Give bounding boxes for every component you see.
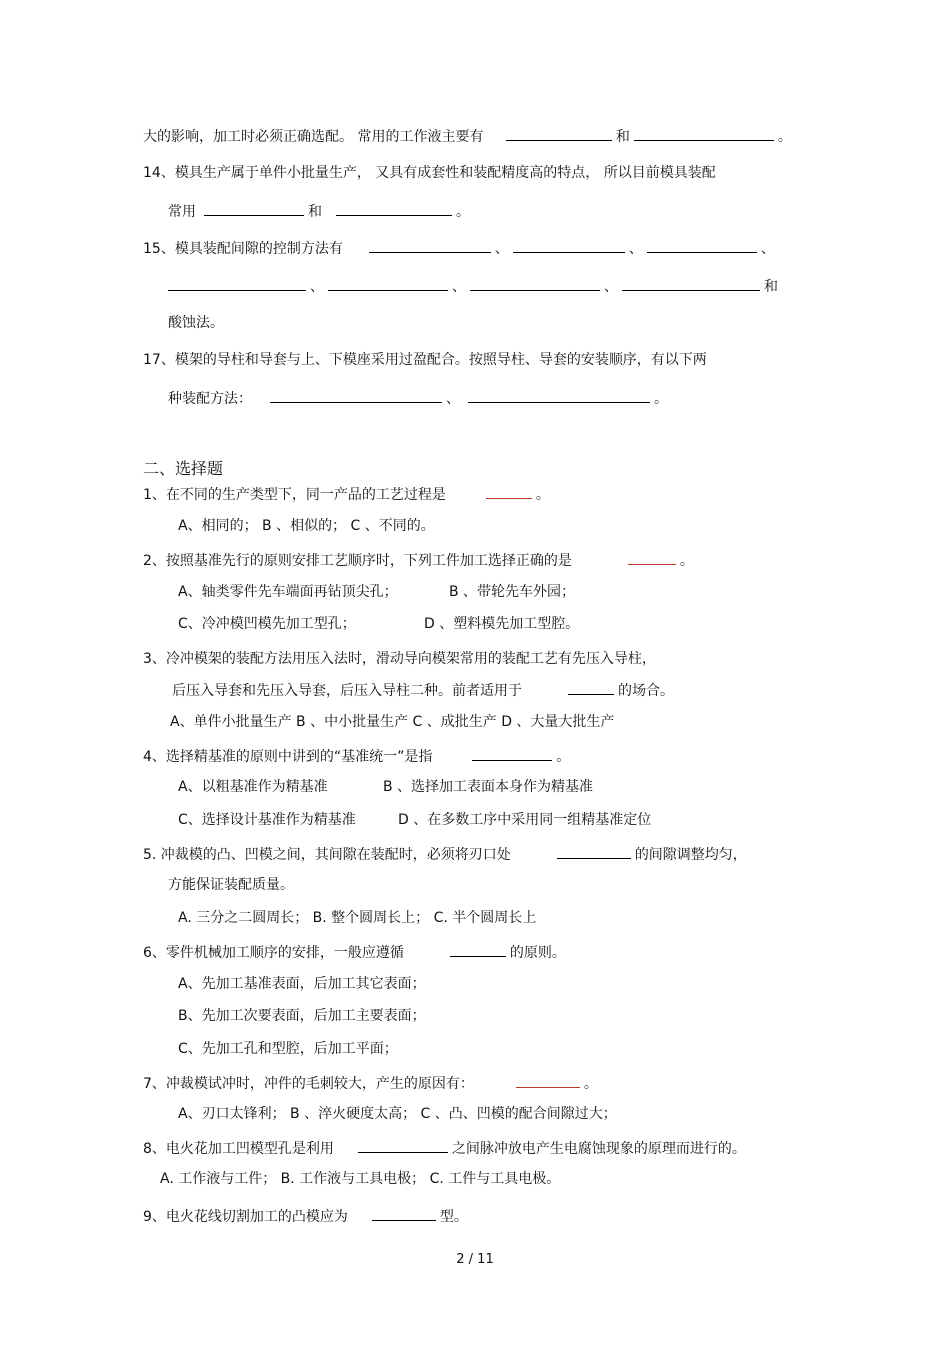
option-c: C、先加工孔和型腔，后加工平面； — [178, 1041, 398, 1057]
question-3-cont: 后压入导套和先压入导套，后压入导柱二种。前者适用于 的场合。 — [172, 680, 674, 700]
answer-blank[interactable] — [557, 844, 631, 859]
option-b: B、先加工次要表面，后加工主要表面； — [178, 1008, 426, 1024]
answer-blank[interactable] — [372, 1206, 436, 1221]
question-14-cont: 常用 和 。 — [168, 201, 470, 221]
question-17-cont: 种装配方法： 、 。 — [168, 388, 668, 408]
answer-blank[interactable] — [168, 276, 306, 291]
question-8: 8、电火花加工凹模型孔是利用 之间脉冲放电产生电腐蚀现象的原理而进行的。 — [143, 1138, 746, 1158]
answer-blank[interactable] — [470, 276, 600, 291]
question-3: 3、冷冲模架的装配方法用压入法时，滑动导向模架常用的装配工艺有先压入导柱， — [143, 651, 656, 667]
answer-blank[interactable] — [204, 201, 304, 216]
options: A、单件小批量生产 B 、中小批量生产 C 、成批生产 D 、大量大批生产 — [170, 714, 615, 730]
answer-blank[interactable] — [568, 680, 614, 695]
question-1: 1、在不同的生产类型下，同一产品的工艺过程是 。 — [143, 484, 550, 504]
question-5-cont: 方能保证装配质量。 — [168, 877, 294, 893]
answer-blank[interactable] — [628, 550, 676, 565]
question-4: 4、选择精基准的原则中讲到的“基准统一”是指 。 — [143, 746, 570, 766]
answer-blank[interactable] — [468, 388, 650, 403]
answer-blank[interactable] — [358, 1138, 448, 1153]
answer-blank[interactable] — [336, 201, 452, 216]
answer-blank[interactable] — [506, 126, 612, 141]
question-15-cont: 、 、 、 和 — [168, 276, 778, 296]
question-15-end: 酸蚀法。 — [168, 315, 224, 331]
answer-blank[interactable] — [450, 942, 506, 957]
answer-blank[interactable] — [622, 276, 760, 291]
question-15: 15、模具装配间隙的控制方法有 、 、 、 — [143, 238, 775, 258]
option-a: A、以粗基准作为精基准 — [178, 779, 328, 795]
options: A. 三分之二圆周长； B. 整个圆周长上； C. 半个圆周长上 — [178, 910, 537, 926]
answer-blank[interactable] — [486, 484, 532, 499]
option-b: B 、带轮先车外园； — [449, 584, 576, 600]
question-17: 17、模架的导柱和导套与上、下模座采用过盈配合。按照导柱、导套的安装顺序，有以下两 — [143, 352, 707, 368]
answer-blank[interactable] — [516, 1073, 580, 1088]
answer-blank[interactable] — [369, 238, 491, 253]
options: A、相同的； B 、相似的； C 、不同的。 — [178, 518, 435, 534]
page-number: 2 / 11 — [456, 1252, 494, 1267]
option-a: A、先加工基准表面，后加工其它表面； — [178, 976, 426, 992]
question-5: 5. 冲裁模的凸、凹模之间，其间隙在装配时，必须将刃口处 的间隙调整均匀， — [143, 844, 747, 864]
answer-blank[interactable] — [270, 388, 442, 403]
question-9: 9、电火花线切割加工的凸模应为 型。 — [143, 1206, 468, 1226]
option-d: D 、塑料模先加工型腔。 — [424, 616, 580, 632]
options: A. 工作液与工件； B. 工作液与工具电极； C. 工件与工具电极。 — [160, 1171, 561, 1187]
option-c: C、冷冲模凹模先加工型孔； — [178, 616, 356, 632]
answer-blank[interactable] — [472, 746, 552, 761]
option-c: C、选择设计基准作为精基准 — [178, 812, 356, 828]
question-line: 大的影响，加工时必须正确选配。 常用的工作液主要有 和 。 — [143, 126, 792, 146]
question-2: 2、按照基准先行的原则安排工艺顺序时，下列工件加工选择正确的是 。 — [143, 550, 694, 570]
answer-blank[interactable] — [634, 126, 774, 141]
answer-blank[interactable] — [513, 238, 625, 253]
options: A、刃口太锋利； B 、淬火硬度太高； C 、凸、凹模的配合间隙过大； — [178, 1106, 617, 1122]
answer-blank[interactable] — [647, 238, 757, 253]
question-7: 7、冲裁模试冲时，冲件的毛刺较大，产生的原因有： 。 — [143, 1073, 598, 1093]
option-b: B 、选择加工表面本身作为精基准 — [383, 779, 594, 795]
section-title: 二、选择题 — [143, 459, 224, 478]
option-a: A、轴类零件先车端面再钻顶尖孔； — [178, 584, 398, 600]
question-14: 14、模具生产属于单件小批量生产， 又具有成套性和装配精度高的特点， 所以目前模具装配 — [143, 165, 716, 181]
question-6: 6、零件机械加工顺序的安排，一般应遵循 的原则。 — [143, 942, 566, 962]
answer-blank[interactable] — [328, 276, 448, 291]
option-d: D 、在多数工序中采用同一组精基准定位 — [398, 812, 652, 828]
